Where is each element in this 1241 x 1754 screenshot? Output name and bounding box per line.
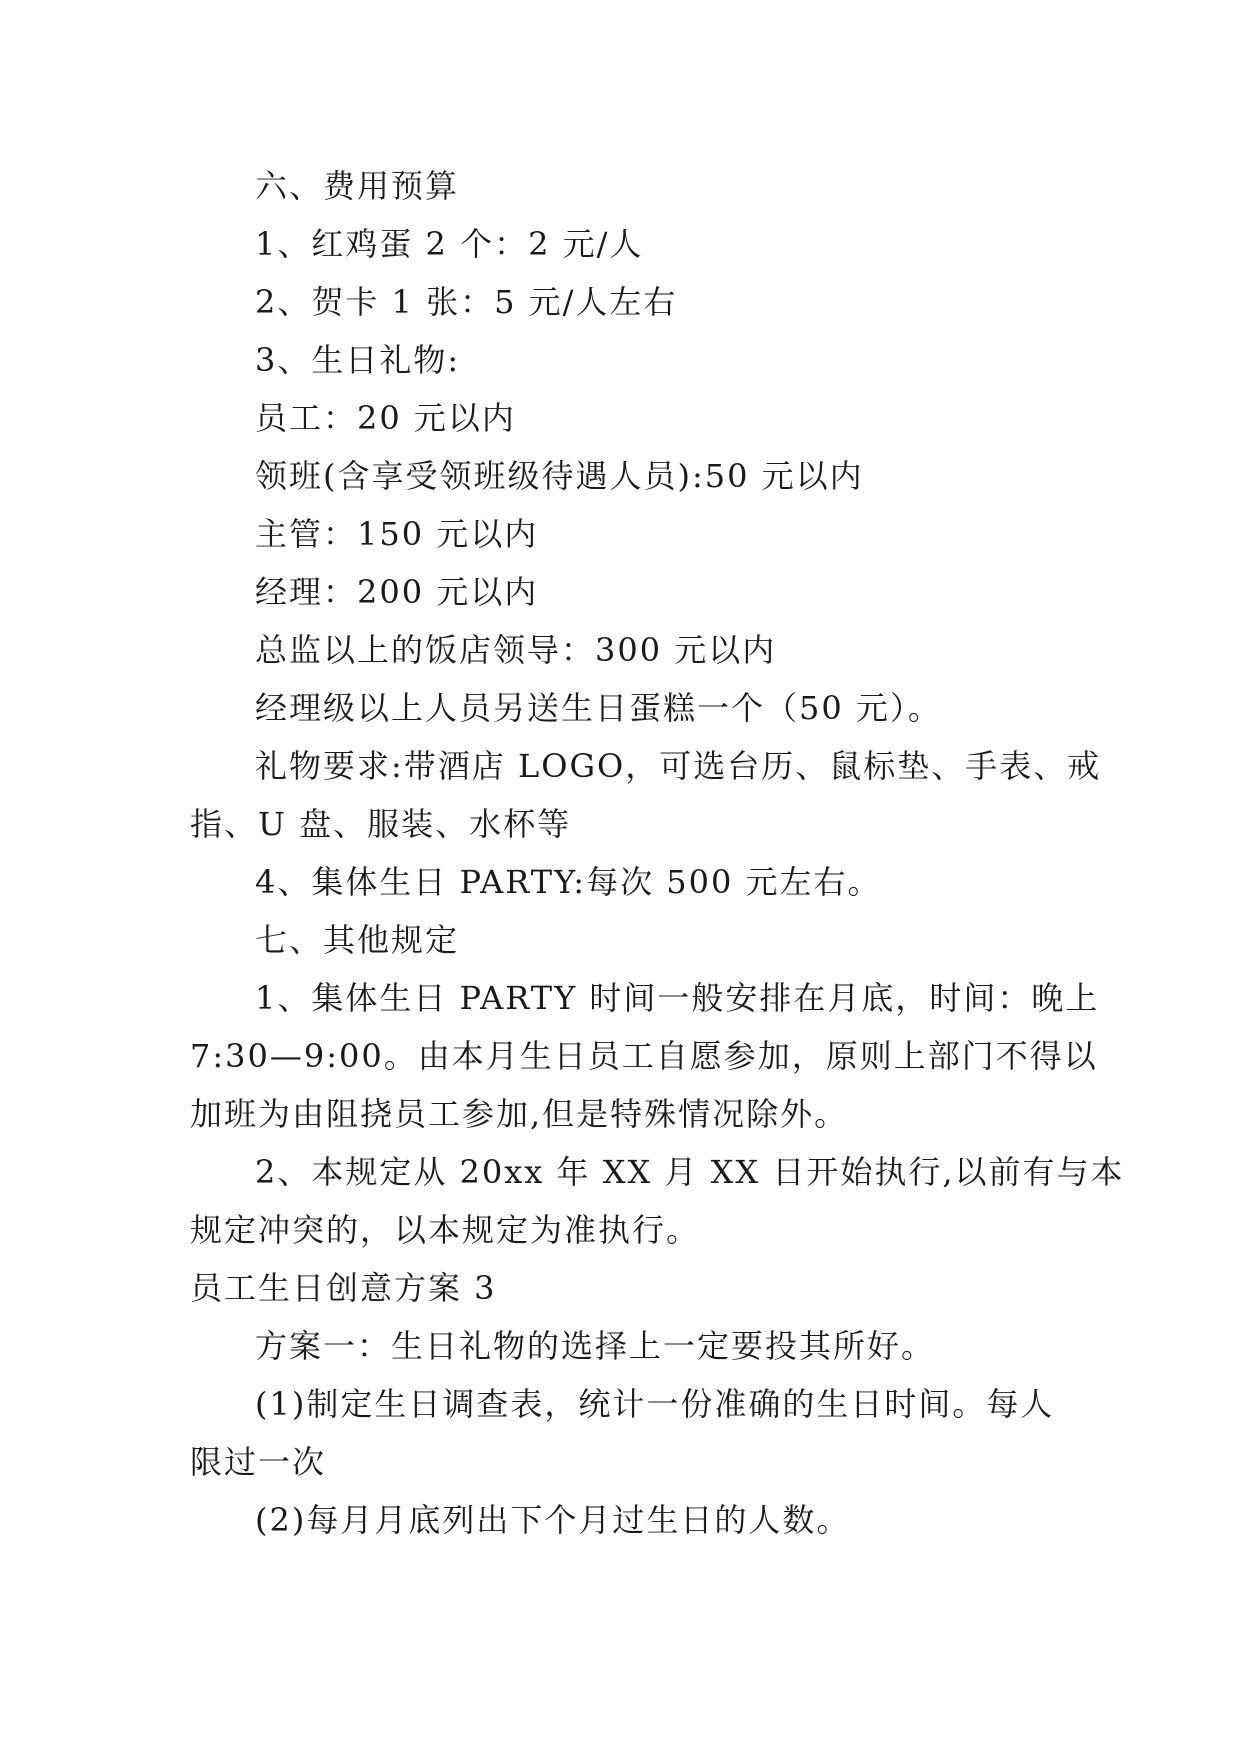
text-line: 3、生日礼物: bbox=[255, 341, 461, 379]
text-line: 7:30—9:00。由本月生日员工自愿参加，原则上部门不得以 bbox=[190, 1037, 1098, 1075]
text-line: 员工：20 元以内 bbox=[255, 399, 516, 437]
text-line: 规定冲突的，以本规定为准执行。 bbox=[190, 1211, 701, 1249]
text-line: (1)制定生日调查表，统计一份准确的生日时间。每人 bbox=[255, 1385, 1055, 1423]
text-line: 限过一次 bbox=[190, 1443, 327, 1481]
text-line: 经理：200 元以内 bbox=[255, 573, 539, 611]
text-line: 2、贺卡 1 张：5 元/人左右 bbox=[255, 283, 678, 321]
text-line: (2)每月月底列出下个月过生日的人数。 bbox=[255, 1501, 851, 1539]
text-line: 1、集体生日 PARTY 时间一般安排在月底，时间：晚上 bbox=[255, 979, 1100, 1017]
text-line: 指、U 盘、服装、水杯等 bbox=[190, 805, 572, 843]
text-line: 经理级以上人员另送生日蛋糕一个（50 元）。 bbox=[255, 689, 942, 727]
document-title: 员工生日创意方案 3 bbox=[190, 1269, 497, 1307]
text-line: 方案一：生日礼物的选择上一定要投其所好。 bbox=[255, 1327, 936, 1365]
text-line: 礼物要求:带酒店 LOGO，可选台历、鼠标垫、手表、戒 bbox=[255, 747, 1102, 785]
section-heading-budget: 六、费用预算 bbox=[255, 167, 460, 205]
text-line: 2、本规定从 20xx 年 XX 月 XX 日开始执行,以前有与本 bbox=[255, 1153, 1125, 1191]
text-line: 领班(含享受领班级待遇人员):50 元以内 bbox=[255, 457, 864, 495]
text-line: 总监以上的饭店领导：300 元以内 bbox=[255, 631, 777, 669]
text-line: 4、集体生日 PARTY:每次 500 元左右。 bbox=[255, 863, 882, 901]
text-line: 加班为由阻挠员工参加,但是特殊情况除外。 bbox=[190, 1095, 849, 1133]
text-line: 主管：150 元以内 bbox=[255, 515, 539, 553]
text-line: 1、红鸡蛋 2 个：2 元/人 bbox=[255, 225, 644, 263]
section-heading-rules: 七、其他规定 bbox=[255, 921, 460, 959]
